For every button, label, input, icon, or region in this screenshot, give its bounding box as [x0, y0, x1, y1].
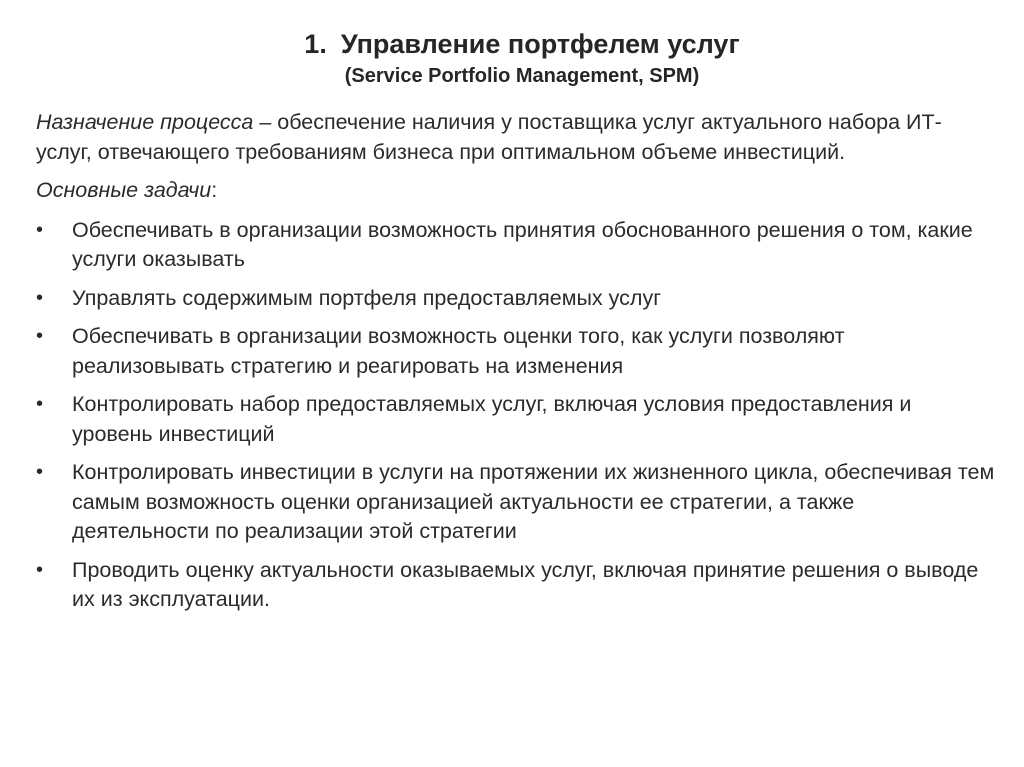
tasks-label: Основные задачи: [36, 178, 212, 202]
list-item-text: Обеспечивать в организации возможность принятия обоснованного решения о том, какие услуги оказывать: [72, 217, 973, 271]
bullet-icon: •: [36, 286, 44, 309]
list-item-text: Контролировать набор предоставляемых услуг, включая условия предоставления и уровень инвестиций: [72, 392, 912, 446]
bullet-icon: •: [36, 558, 44, 581]
list-item: [36, 284, 996, 314]
bullet-icon: •: [36, 393, 44, 415]
tasks-suffix: :: [211, 178, 218, 202]
list-item-text: Управлять содержимым портфеля предоставляемых услуг: [72, 285, 662, 310]
list-item: [36, 556, 996, 615]
title-number: 1.: [304, 29, 327, 59]
title-text: Управление портфелем услуг: [340, 29, 740, 59]
list-item: [36, 216, 996, 275]
title-block: [0, 26, 1024, 90]
purpose-paragraph: [36, 108, 996, 167]
bullet-icon: •: [36, 218, 44, 241]
list-item-text: Контролировать инвестиции в услуги на протяжении их жизненного цикла, обеспечивая тем самым возможность оценки организацией актуальности ее стратегии, а также деятельности по реализации этой стратегии: [72, 460, 995, 543]
list-item: [36, 390, 996, 449]
tasks-list: [36, 216, 996, 615]
tasks-heading: [36, 176, 996, 206]
page-title: [20, 26, 1024, 62]
purpose-label: Назначение процесса: [36, 110, 254, 134]
list-item-text: Обеспечивать в организации возможность оценки того, как услуги позволяют реализовывать стратегию и реагировать на изменения: [72, 324, 845, 378]
page-subtitle: (Service Portfolio Management, SPM): [344, 65, 700, 87]
list-item: [36, 322, 996, 381]
purpose-text: – обеспечение наличия у поставщика услуг актуального набора ИТ-услуг, отвечающего требованиям бизнеса при оптимальном объеме инвестиций.: [36, 110, 942, 164]
list-item-text: Проводить оценку актуальности оказываемых услуг, включая принятие решения о выводе их из эксплуатации.: [72, 557, 979, 611]
slide-body: [36, 108, 996, 624]
list-item: [36, 458, 996, 547]
bullet-icon: •: [36, 325, 44, 347]
bullet-icon: •: [36, 461, 44, 483]
